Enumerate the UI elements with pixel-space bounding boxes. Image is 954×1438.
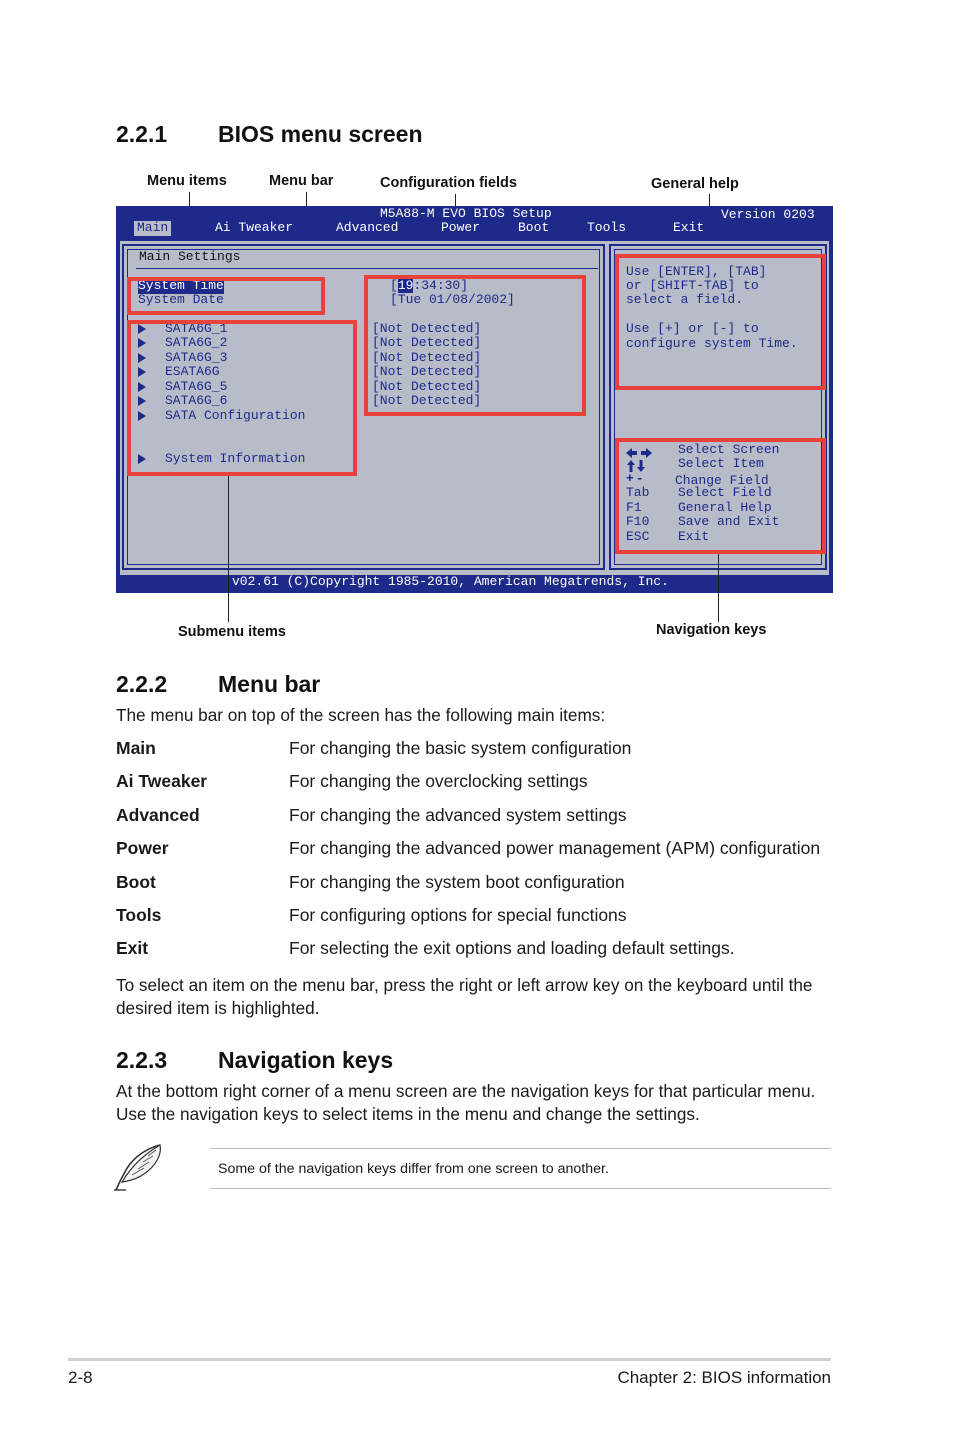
main-settings-heading: Main Settings <box>139 249 241 264</box>
config-value-4: [Not Detected] <box>372 364 482 379</box>
section-title: BIOS menu screen <box>218 121 423 147</box>
section-number: 2.2.2 <box>116 671 168 697</box>
menu-bar-outro: To select an item on the menu bar, press the right or left arrow key on the keyboard until the desired item is highlighted. <box>116 975 813 1018</box>
system-date-value[interactable]: [Tue 01/08/2002] <box>390 292 515 307</box>
help-line-6: configure system Time. <box>626 336 798 351</box>
menu-bar-item-desc: For changing the advanced power management (APM) configuration <box>289 838 821 858</box>
menu-bar-item-desc: For configuring options for special functions <box>289 905 627 925</box>
bios-menu-main[interactable]: Main <box>134 221 171 236</box>
highlight-config-fields <box>364 275 586 416</box>
help-line-2: or [SHIFT-TAB] to <box>626 278 759 293</box>
submenu-sata6g-6[interactable]: SATA6G_6 <box>165 393 228 408</box>
main-settings-rule <box>136 268 598 269</box>
leader-line-submenu-items <box>228 476 229 622</box>
config-value-5: [Not Detected] <box>372 379 482 394</box>
nav-desc-select-item: Select Item <box>678 456 764 471</box>
menu-bar-item-name: Tools <box>116 905 162 925</box>
submenu-sata6g-5[interactable]: SATA6G_5 <box>165 379 228 394</box>
menu-bar-item-name: Advanced <box>116 805 200 825</box>
callout-navigation-keys: Navigation keys <box>656 622 767 638</box>
nav-desc-select-screen: Select Screen <box>678 442 780 457</box>
section-heading-menu-bar <box>116 671 320 698</box>
nav-desc-change-field: Change Field <box>675 473 769 488</box>
callout-menu-items: Menu items <box>147 173 227 189</box>
bios-footer-copyright: v02.61 (C)Copyright 1985-2010, American Megatrends, Inc. <box>232 574 669 589</box>
menu-bar-item-desc: For changing the advanced system settings <box>289 805 627 825</box>
nav-desc-save-and-exit: Save and Exit <box>678 514 780 529</box>
highlight-general-help <box>615 254 826 390</box>
chapter-title: Chapter 2: BIOS information <box>617 1368 831 1387</box>
submenu-sata6g-1[interactable]: SATA6G_1 <box>165 321 228 336</box>
section-heading-navigation-keys <box>116 1047 393 1074</box>
leader-line-navigation-keys <box>718 554 719 622</box>
config-value-2: [Not Detected] <box>372 335 482 350</box>
note-bottom-rule <box>210 1188 831 1189</box>
config-value-3: [Not Detected] <box>372 350 482 365</box>
bios-version: Version 0203 <box>721 207 815 222</box>
bios-menu-exit[interactable]: Exit <box>673 220 705 235</box>
menu-bar-item-name: Ai Tweaker <box>116 771 208 791</box>
section-title: Menu bar <box>218 671 321 697</box>
bios-menu-boot[interactable]: Boot <box>518 220 550 235</box>
nav-key-plus-minus: +- <box>626 471 646 486</box>
help-line-3: select a field. <box>626 292 744 307</box>
config-value-6: [Not Detected] <box>372 393 482 408</box>
menu-bar-item-name: Boot <box>116 872 156 892</box>
menu-bar-intro: The menu bar on top of the screen has the following main items: <box>116 705 606 725</box>
submenu-sata-configuration[interactable]: SATA Configuration <box>165 408 306 423</box>
help-line-1: Use [ENTER], [TAB] <box>626 264 767 279</box>
time-bracket: [ <box>390 278 398 293</box>
config-value-1: [Not Detected] <box>372 321 482 336</box>
nav-key-f1: F1 <box>626 500 642 515</box>
menu-bar-item-desc: For selecting the exit options and loading default settings. <box>289 938 735 958</box>
section-title: Navigation keys <box>218 1047 394 1073</box>
nav-key-tab: Tab <box>626 485 650 500</box>
page-footer-rule <box>68 1358 831 1361</box>
nav-desc-general-help: General Help <box>678 500 772 515</box>
nav-key-esc: ESC <box>626 529 650 544</box>
nav-desc-select-field: Select Field <box>678 485 772 500</box>
callout-menu-bar: Menu bar <box>269 173 334 189</box>
highlight-navigation-keys <box>615 438 826 554</box>
section-heading-bios-menu-screen <box>116 121 423 148</box>
feather-note-icon <box>110 1142 166 1194</box>
time-rest: :34:30] <box>413 278 469 293</box>
page-number: 2-8 <box>68 1368 93 1387</box>
bios-menu-power[interactable]: Power <box>441 220 481 235</box>
submenu-sata6g-2[interactable]: SATA6G_2 <box>165 335 228 350</box>
note-text: Some of the navigation keys differ from one screen to another. <box>218 1161 609 1177</box>
bios-menu-advanced[interactable]: Advanced <box>336 220 399 235</box>
callout-configuration-fields: Configuration fields <box>380 175 517 191</box>
highlight-submenu-items <box>127 320 357 476</box>
nav-desc-exit: Exit <box>678 529 710 544</box>
menu-bar-item-name: Exit <box>116 938 149 958</box>
navigation-keys-body: At the bottom right corner of a menu screen are the navigation keys for that particular menu. Use the navigation keys to select items in the menu and change the settings. <box>116 1081 816 1124</box>
menu-bar-item-name: Main <box>116 738 156 758</box>
section-number: 2.2.3 <box>116 1047 168 1073</box>
menu-bar-item-desc: For changing the overclocking settings <box>289 771 588 791</box>
bios-menu-ai-tweaker[interactable]: Ai Tweaker <box>215 220 294 235</box>
menu-bar-item-desc: For changing the system boot configuration <box>289 872 625 892</box>
submenu-esata6g[interactable]: ESATA6G <box>165 364 220 379</box>
help-line-5: Use [+] or [-] to <box>626 321 759 336</box>
bios-menu-tools[interactable]: Tools <box>587 220 627 235</box>
menu-bar-item-desc: For changing the basic system configuration <box>289 738 632 758</box>
system-time-label[interactable]: System Time <box>138 278 224 293</box>
note-top-rule <box>210 1148 831 1149</box>
highlight-menu-items <box>127 277 325 315</box>
section-number: 2.2.1 <box>116 121 168 147</box>
time-hour-field[interactable]: 19 <box>397 278 414 293</box>
submenu-system-information[interactable]: System Information <box>165 451 306 466</box>
nav-key-f10: F10 <box>626 514 650 529</box>
callout-general-help: General help <box>651 176 739 192</box>
system-date-label[interactable]: System Date <box>138 292 224 307</box>
submenu-sata6g-3[interactable]: SATA6G_3 <box>165 350 228 365</box>
callout-submenu-items: Submenu items <box>178 624 286 640</box>
bios-title: M5A88-M EVO BIOS Setup <box>380 206 552 221</box>
menu-bar-item-name: Power <box>116 838 169 858</box>
